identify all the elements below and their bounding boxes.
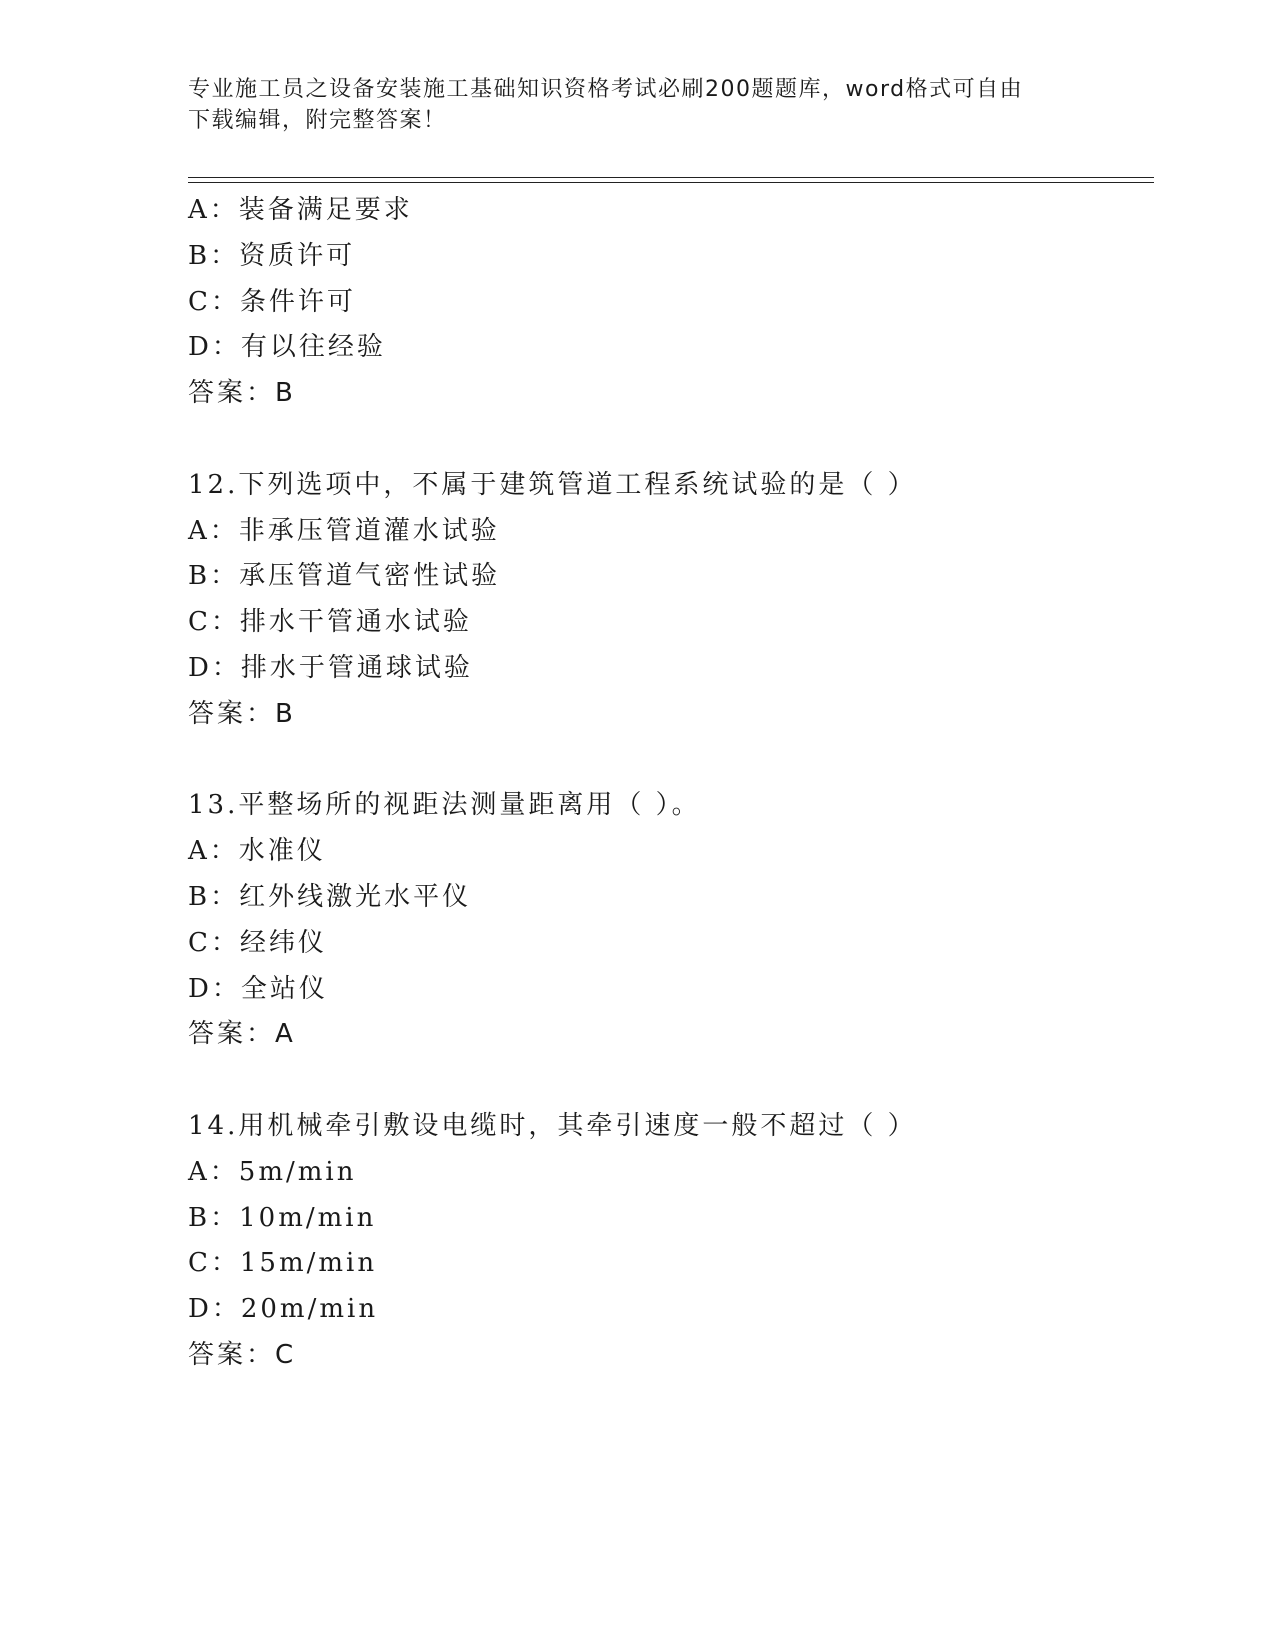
question-13-option-c: C：经纬仪 [188,927,327,958]
question-11-answer: 答案：B [188,378,296,409]
question-12-option-a: A：非承压管道灌水试验 [188,515,500,546]
question-list [188,188,1138,1379]
question-spacer [188,1058,1138,1104]
question-14-option-a: A：5m/min [188,1156,357,1187]
question-13-option-b: B：红外线激光水平仪 [188,881,472,912]
question-12-option-c: C：排水干管通水试验 [188,607,472,638]
question-14-option-b: B：10m/min [188,1202,377,1233]
question-14-option-d: D：20m/min [188,1294,379,1325]
header-title-line1: 专业施工员之设备安装施工基础知识资格考试必刷200题题库，word格式可自由 [188,77,1024,102]
question-spacer [188,738,1138,784]
question-14-text: 14.用机械牵引敷设电缆时，其牵引速度一般不超过（ ） [188,1110,917,1141]
question-13-option-d: D：全站仪 [188,973,328,1004]
question-12-option-b: B：承压管道气密性试验 [188,561,501,592]
question-13-block [188,783,1138,1058]
question-11-option-b: B：资质许可 [188,240,356,271]
question-12-text: 12.下列选项中，不属于建筑管道工程系统试验的是（ ） [188,469,917,500]
question-13-option-a: A：水准仪 [188,836,326,867]
document-header [188,74,1068,136]
question-11-block [188,188,1138,417]
question-13-answer: 答案：A [188,1019,296,1050]
header-divider-bottom [188,182,1154,183]
header-title-line2: 下载编辑，附完整答案！ [188,108,447,133]
question-spacer [188,417,1138,463]
header-divider-top [188,177,1154,178]
question-14-answer: 答案：C [188,1339,297,1370]
question-11-option-d: D：有以往经验 [188,332,386,363]
question-13-text: 13.平整场所的视距法测量距离用（ ）。 [188,790,701,821]
question-12-block [188,463,1138,738]
question-14-option-c: C：15m/min [188,1248,378,1279]
question-11-option-a: A：装备满足要求 [188,195,413,225]
question-12-option-d: D：排水于管通球试验 [188,652,473,683]
question-14-block [188,1104,1138,1379]
question-12-answer: 答案：B [188,698,296,729]
question-11-option-c: C：条件许可 [188,286,356,317]
